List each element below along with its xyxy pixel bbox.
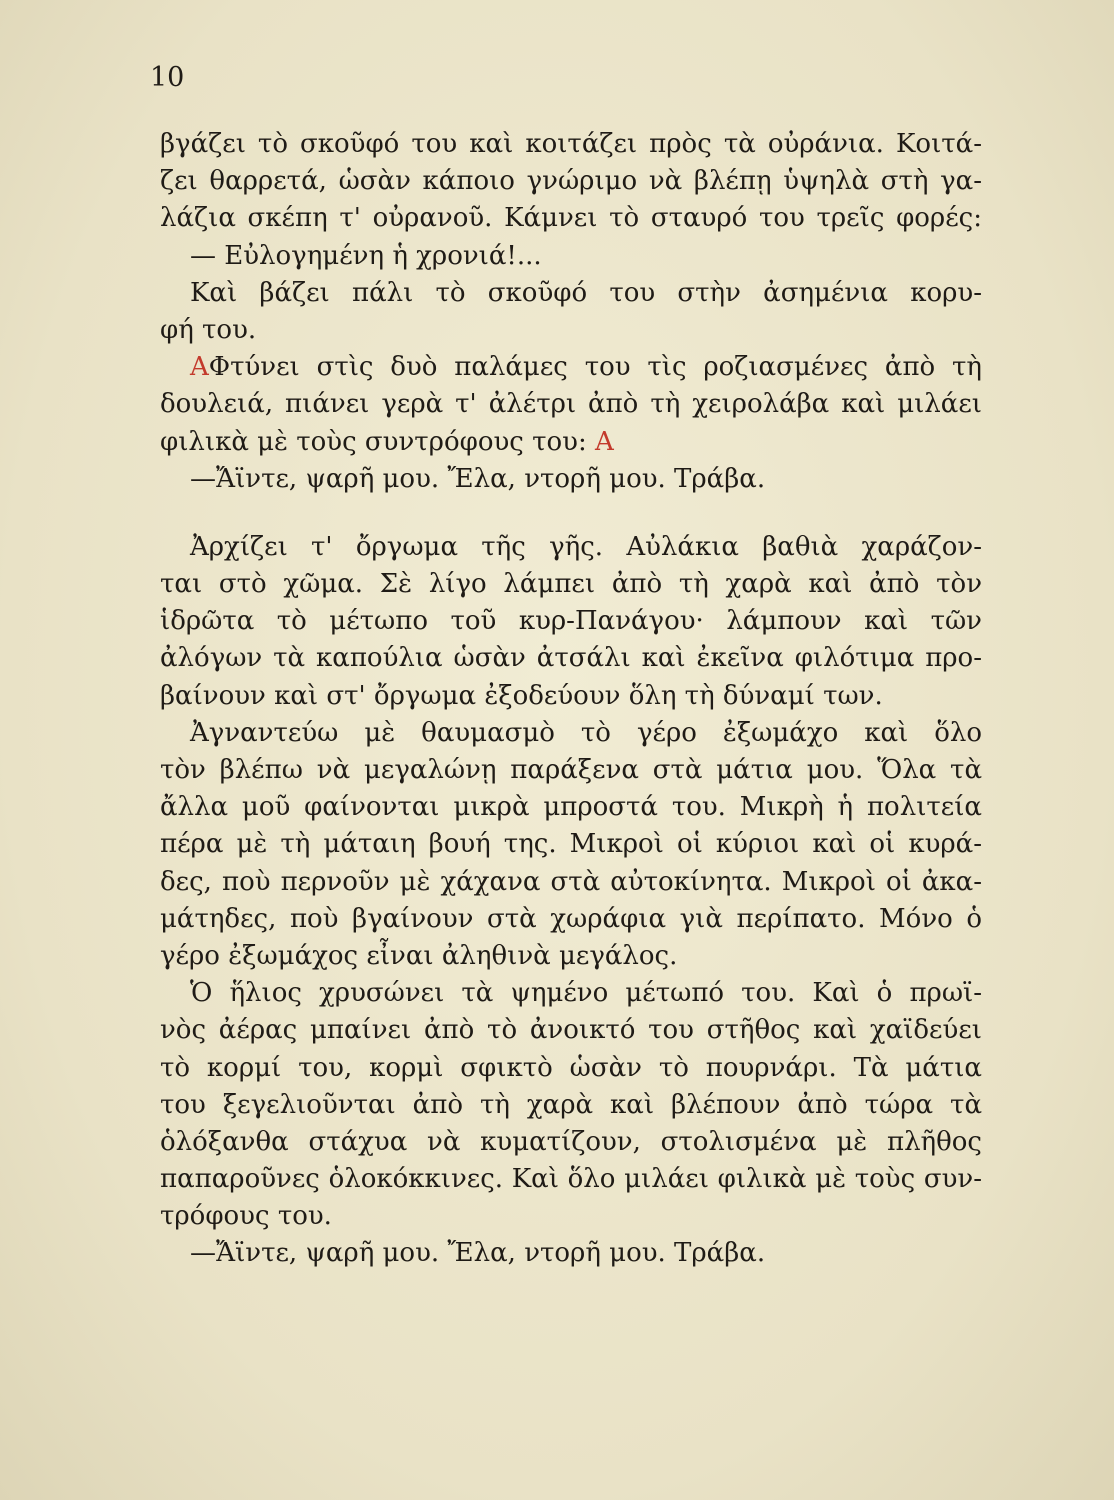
text-line-30: —Ἄϊντε, ψαρῆ μου. Ἔλα, ντορῆ μου. Τράβα.	[190, 1238, 766, 1269]
text-line-19: πέρα μὲ τὴ μάταιη βουή της. Μικροὶ οἱ κύριοι καὶ οἱ κυρά-	[160, 829, 982, 860]
paragraph-gap	[160, 498, 982, 529]
paragraph-mark: A	[190, 352, 209, 383]
text-line-25: τὸ κορμί του, κορμὶ σφικτὸ ὡσὰν τὸ πουρνάρι. Τὰ μάτια	[160, 1052, 982, 1083]
text-line-17: τὸν βλέπω νὰ μεγαλώνῃ παράξενα στὰ μάτια μου. Ὅλα τὰ	[160, 755, 982, 785]
text-line-8: δουλειά, πιάνει γερὰ τ' ἀλέτρι ἀπὸ τὴ χειρολάβα καὶ μιλάει	[160, 389, 982, 420]
text-line-7-content: Φτύνει στὶς δυὸ παλάμες του τὶς ροζιασμένες ἀπὸ τὴ	[208, 352, 982, 383]
text-line-23: Ὁ ἥλιος χρυσώνει τὰ ψημένο μέτωπό του. Καὶ ὁ πρωϊ-	[190, 978, 982, 1009]
text-line-2: ζει θαρρετά, ὡσὰν κάποιο γνώριμο νὰ βλέπῃ ὑψηλὰ στὴ γα-	[160, 166, 982, 197]
text-line-4: — Εὐλογημένη ἡ χρονιά!...	[190, 240, 542, 271]
text-line-24: νὸς ἀέρας μπαίνει ἀπὸ τὸ ἀνοικτό του στῆθος καὶ χαϊδεύει	[160, 1015, 982, 1046]
text-line-5: Καὶ βάζει πάλι τὸ σκοῦφό του στὴν ἀσημένια κορυ-	[190, 277, 982, 308]
text-line-10: —Ἄϊντε, ψαρῆ μου. Ἔλα, ντορῆ μου. Τράβα.	[190, 463, 766, 494]
text-line-6: φή του.	[160, 314, 257, 345]
text-line-15: βαίνουν καὶ στ' ὄργωμα ἐξοδεύουν ὅλη τὴ δύναμί των.	[160, 680, 883, 711]
text-line-27: ὁλόξανθα στάχυα νὰ κυματίζουν, στολισμένα μὲ πλῆθος	[160, 1126, 982, 1157]
text-line-12: ται στὸ χῶμα. Σὲ λίγο λάμπει ἀπὸ τὴ χαρὰ καὶ ἀπὸ τὸν	[160, 569, 982, 600]
text-line-13: ἱδρῶτα τὸ μέτωπο τοῦ κυρ-Πανάγου· λάμπουν καὶ τῶν	[160, 606, 982, 637]
paragraph-mark-end: A	[594, 426, 614, 457]
body-text	[160, 126, 982, 1273]
text-line-29: τρόφους του.	[160, 1201, 332, 1232]
text-line-14: ἀλόγων τὰ καπούλια ὡσὰν ἀτσάλι καὶ ἐκεῖνα φιλότιμα προ-	[160, 643, 982, 674]
text-line-18: ἄλλα μοῦ φαίνονται μικρὰ μπροστά του. Μικρὴ ἡ πολιτεία	[160, 792, 982, 823]
text-line-28: παπαροῦνες ὁλοκόκκινες. Καὶ ὅλο μιλάει φιλικὰ μὲ τοὺς συν-	[160, 1164, 982, 1195]
text-line-21: μάτηδες, ποὺ βγαίνουν στὰ χωράφια γιὰ περίπατο. Μόνο ὁ	[160, 903, 982, 934]
text-line-22: γέρο ἐξωμάχος εἶναι ἀληθινὰ μεγάλος.	[160, 940, 678, 971]
text-line-16: Ἀγναντεύω μὲ θαυμασμὸ τὸ γέρο ἐξωμάχο καὶ ὅλο	[190, 717, 982, 748]
page-number: 10	[150, 62, 185, 93]
text-line-20: δες, ποὺ περνοῦν μὲ χάχανα στὰ αὐτοκίνητα. Μικροὶ οἱ ἀκα-	[160, 866, 982, 897]
text-line-11: Ἀρχίζει τ' ὄργωμα τῆς γῆς. Αὐλάκια βαθιὰ χαράζον-	[190, 531, 982, 562]
text-line-7	[160, 349, 982, 386]
text-line-9	[160, 424, 982, 461]
text-line-9-content: φιλικὰ μὲ τοὺς συντρόφους του:	[160, 426, 587, 457]
text-line-3: λάζια σκέπη τ' οὐρανοῦ. Κάμνει τὸ σταυρό του τρεῖς φορές:	[160, 203, 982, 234]
text-line-26: του ξεγελιοῦνται ἀπὸ τὴ χαρὰ καὶ βλέπουν ἀπὸ τώρα τὰ	[160, 1089, 982, 1120]
text-line-1: βγάζει τὸ σκοῦφό του καὶ κοιτάζει πρὸς τὰ οὐράνια. Κοιτά-	[160, 129, 982, 159]
